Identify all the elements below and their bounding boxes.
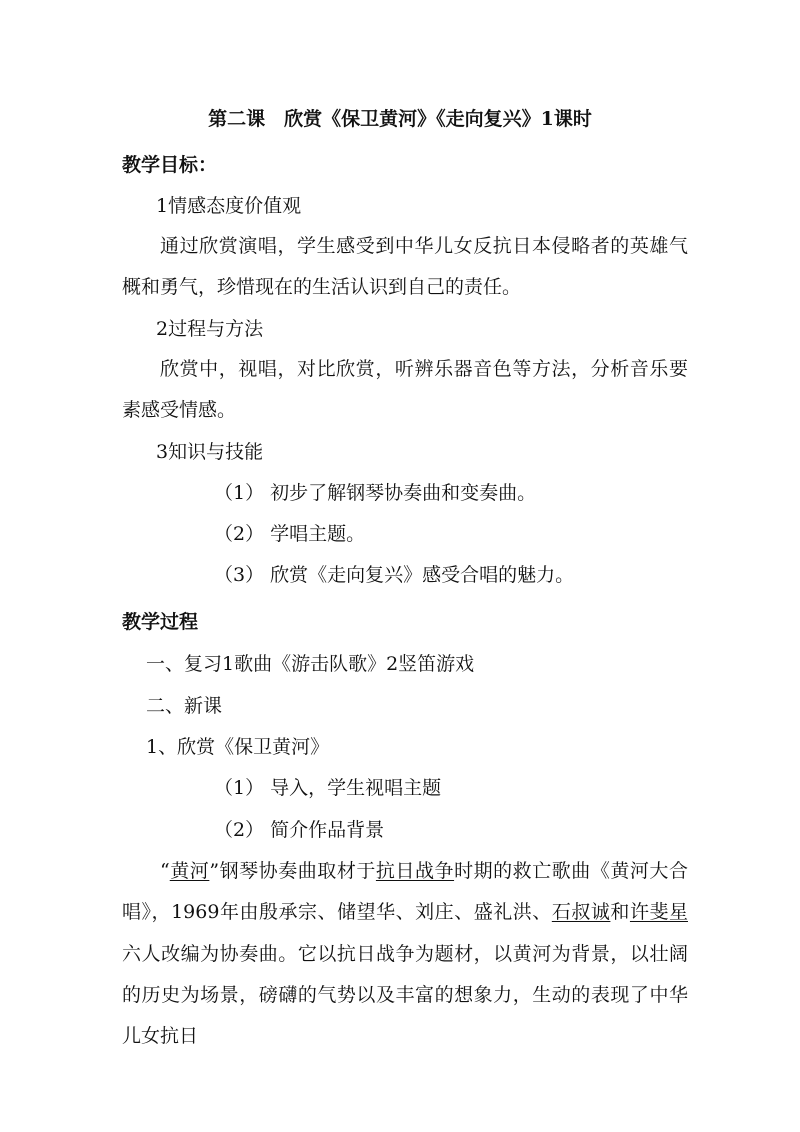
process-heading: 教学过程 bbox=[122, 611, 199, 633]
list-item-text: 欣赏《走向复兴》感受合唱的魅力。 bbox=[270, 564, 575, 586]
list-item bbox=[214, 776, 441, 800]
list-item-text: 学唱主题。 bbox=[270, 523, 366, 545]
process-step-1: 一、复习1歌曲《游击队歌》2竖笛游戏 bbox=[146, 653, 475, 675]
list-item-text: 导入，学生视唱主题 bbox=[270, 777, 442, 799]
page-title: 第二课 欣赏《保卫黄河》《走向复兴》1课时 bbox=[208, 108, 592, 130]
objective-2-text: 欣赏中，视唱，对比欣赏，听辨乐器音色等方法，分析音乐要素感受情感。 bbox=[122, 358, 688, 422]
process-sub-1: 1、欣赏《保卫黄河》 bbox=[146, 736, 330, 758]
objective-1-label: 1情感态度价值观 bbox=[156, 195, 302, 217]
list-item-number: （1） bbox=[214, 777, 265, 799]
list-item bbox=[214, 481, 536, 505]
list-item bbox=[214, 522, 365, 546]
list-item-text: 简介作品背景 bbox=[270, 819, 385, 841]
list-item-number: （3） bbox=[214, 564, 265, 586]
paragraph-text: 和 bbox=[610, 901, 630, 924]
list-item-number: （2） bbox=[214, 523, 265, 545]
link-huanghe[interactable]: 黄河 bbox=[169, 860, 210, 882]
objective-3-label: 3知识与技能 bbox=[156, 441, 264, 463]
objective-1-text: 通过欣赏演唱，学生感受到中华儿女反抗日本侵略者的英雄气概和勇气，珍惜现在的生活认识到自己的责任。 bbox=[122, 235, 688, 299]
list-item bbox=[214, 818, 384, 842]
objective-2-label: 2过程与方法 bbox=[156, 318, 264, 340]
link-xu-feixing[interactable]: 许斐星 bbox=[629, 901, 688, 924]
link-kangri-zhanzheng[interactable]: 抗日战争 bbox=[375, 860, 455, 882]
link-shi-shucheng[interactable]: 石叔诚 bbox=[551, 901, 611, 924]
paragraph-text: 六人改编为协奏曲。它以抗日战争为题材，以黄河为背景，以壮阔的历史为场景，磅礴的气势以及丰富的想象力，生动的表现了中华儿女抗日 bbox=[122, 942, 688, 1048]
paragraph-text: 钢琴协奏曲取材于 bbox=[219, 860, 376, 882]
paragraph-text: “ bbox=[160, 860, 170, 882]
list-item-number: （1） bbox=[214, 482, 265, 504]
objectives-heading: 教学目标： bbox=[122, 154, 218, 176]
list-item-number: （2） bbox=[214, 819, 265, 841]
paragraph-text: 时期的救亡歌曲《黄河大合唱》，1969年由殷承宗、储望华、刘庄、盛礼洪、 bbox=[122, 860, 688, 924]
list-item-text: 初步了解钢琴协奏曲和变奏曲。 bbox=[270, 482, 537, 504]
process-step-2: 二、新课 bbox=[146, 695, 223, 717]
background-paragraph bbox=[122, 851, 688, 1057]
list-item bbox=[214, 563, 574, 587]
paragraph-text: ” bbox=[209, 860, 220, 882]
